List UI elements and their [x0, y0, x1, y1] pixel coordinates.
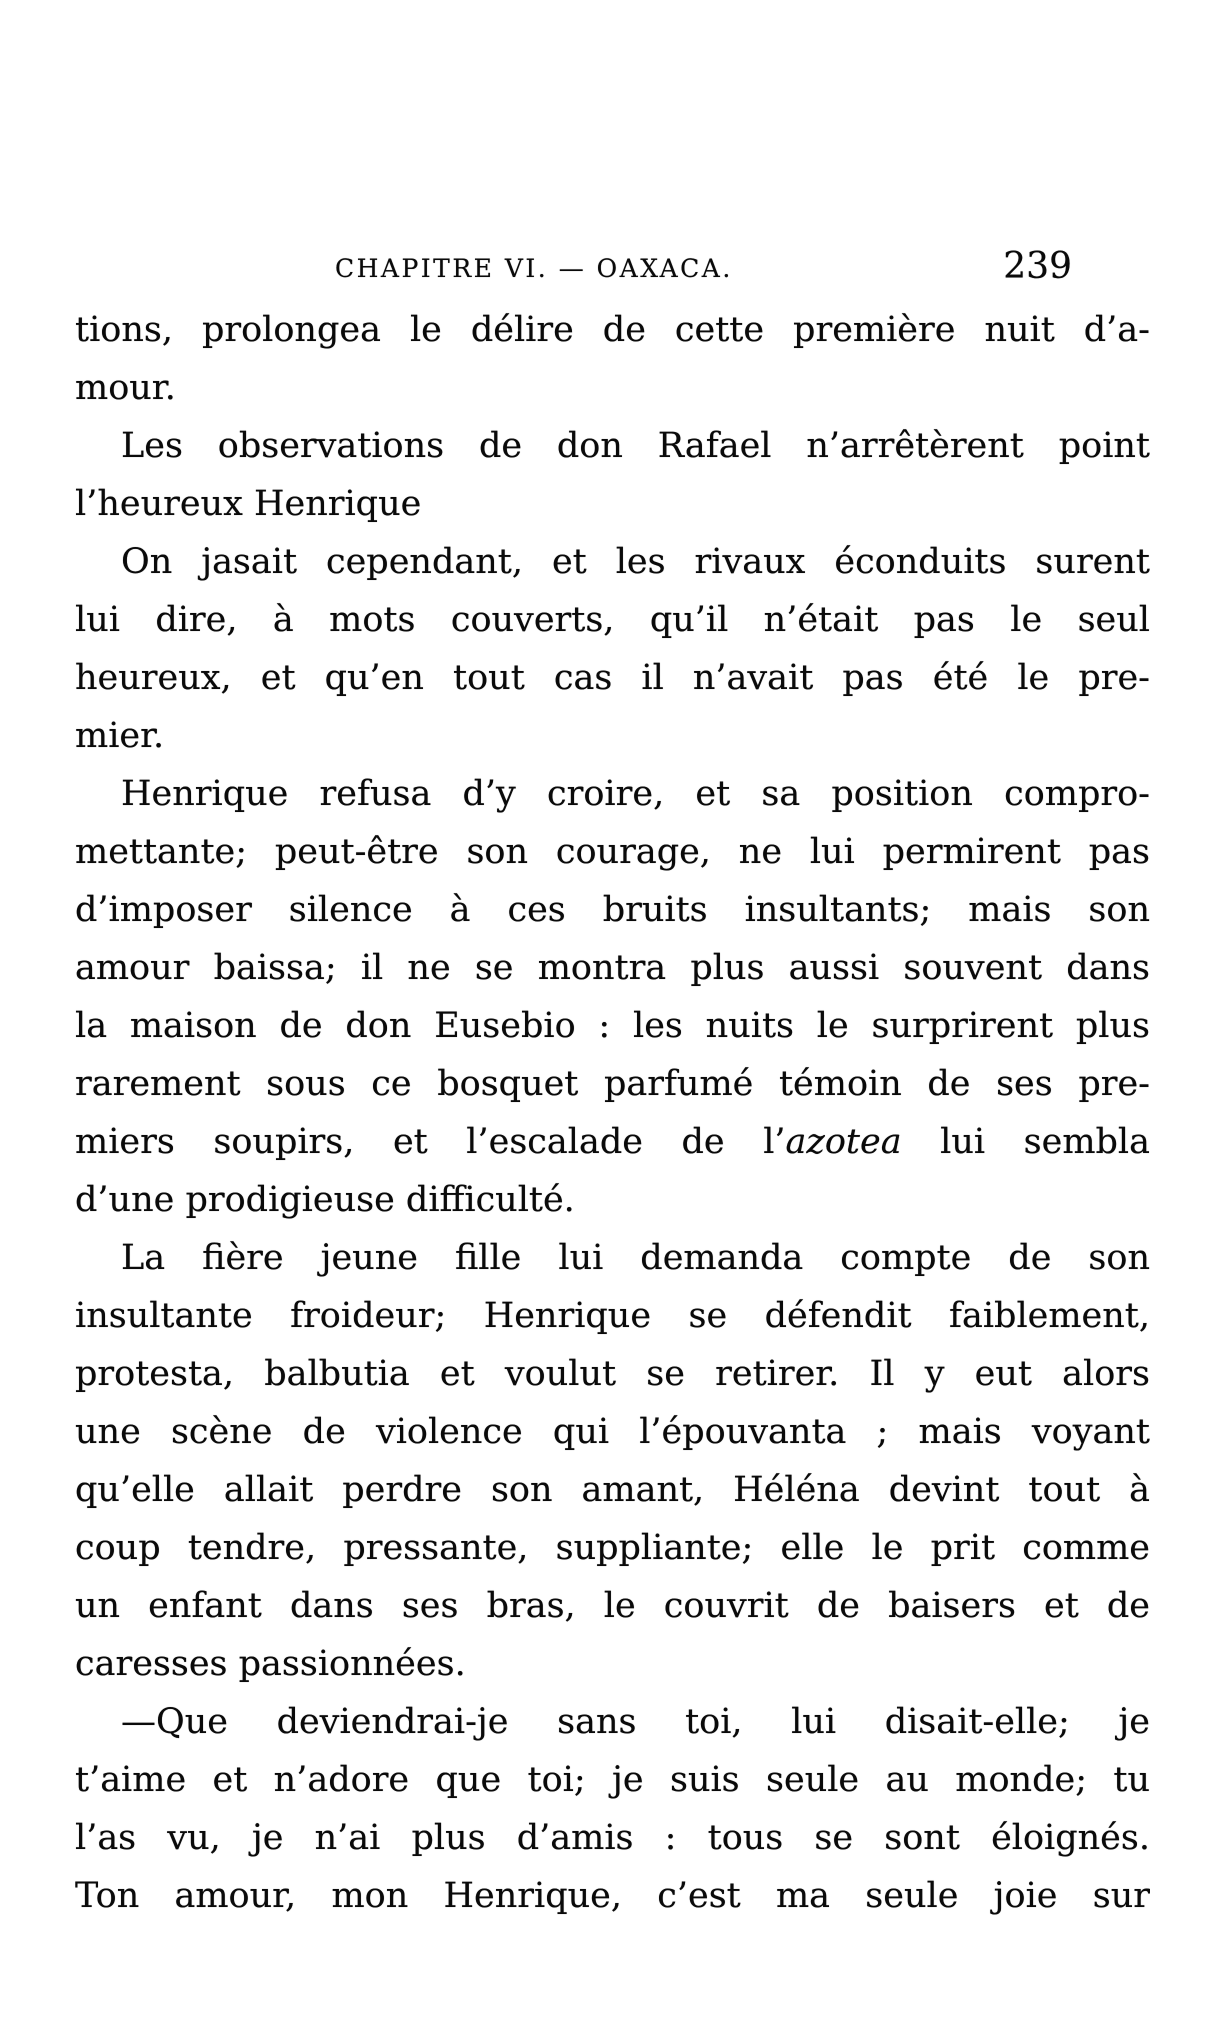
text-segment: un enfant dans ses bras, le couvrit de baisers et de: [75, 1586, 1150, 1626]
text-line: [75, 301, 1150, 359]
page-number: 239: [1003, 246, 1072, 287]
text-segment: lui dire, à mots couverts, qu’il n’était pas le seul: [75, 600, 1150, 640]
text-line: [75, 1403, 1150, 1461]
text-line: [75, 1345, 1150, 1403]
text-line: [75, 533, 1150, 591]
text-line: [75, 881, 1150, 939]
text-segment: mour.: [75, 368, 176, 408]
text-line: [75, 997, 1150, 1055]
text-segment: La fière jeune fille lui demanda compte de son: [121, 1238, 1150, 1278]
text-segment: mier.: [75, 716, 165, 756]
text-segment: On jasait cependant, et les rivaux éconduits surent: [121, 542, 1150, 582]
paragraph: [75, 765, 1150, 1229]
text-line: [75, 1635, 1150, 1693]
paragraph: [75, 417, 1150, 533]
text-segment: l’as vu, je n’ai plus d’amis : tous se sont éloignés.: [75, 1818, 1150, 1858]
text-line: [75, 1113, 1150, 1171]
text-segment: mettante; peut-être son courage, ne lui permirent pas: [75, 832, 1150, 872]
text-line: [75, 649, 1150, 707]
body-text: [75, 301, 1150, 1925]
text-segment: l’heureux Henrique: [75, 484, 422, 524]
text-line: [75, 939, 1150, 997]
text-line: [75, 1055, 1150, 1113]
text-line: [75, 707, 1150, 765]
text-segment: Ton amour, mon Henrique, c’est ma seule joie sur: [75, 1876, 1150, 1916]
text-line: [75, 591, 1150, 649]
text-line: [75, 1287, 1150, 1345]
text-line: [75, 1171, 1150, 1229]
text-segment: lui sembla: [901, 1122, 1150, 1162]
text-segment: caresses passionnées.: [75, 1644, 466, 1684]
text-segment: heureux, et qu’en tout cas il n’avait pas été le pre-: [75, 658, 1150, 698]
text-segment: la maison de don Eusebio : les nuits le surprirent plus: [75, 1006, 1150, 1046]
text-line: [75, 1693, 1150, 1751]
text-line: [75, 823, 1150, 881]
chapter-title: CHAPITRE VI. — OAXACA.: [335, 254, 733, 283]
text-segment: Henrique refusa d’y croire, et sa position compro-: [121, 774, 1150, 814]
text-segment: d’une prodigieuse difficulté.: [75, 1180, 575, 1220]
text-line: [75, 1519, 1150, 1577]
text-line: [75, 1809, 1150, 1867]
paragraph: [75, 301, 1150, 417]
text-line: [75, 1577, 1150, 1635]
text-line: [75, 417, 1150, 475]
paragraph: [75, 1229, 1150, 1693]
text-segment: amour baissa; il ne se montra plus aussi souvent dans: [75, 948, 1150, 988]
text-line: [75, 1229, 1150, 1287]
text-line: [75, 1867, 1150, 1925]
text-segment: d’imposer silence à ces bruits insultants; mais son: [75, 890, 1150, 930]
text-line: [75, 1751, 1150, 1809]
text-line: [75, 359, 1150, 417]
text-segment: tions, prolongea le délire de cette première nuit d’a-: [75, 310, 1150, 350]
running-head: [0, 246, 1229, 292]
text-segment: rarement sous ce bosquet parfumé témoin de ses pre-: [75, 1064, 1150, 1104]
text-segment: Les observations de don Rafael n’arrêtèrent point: [121, 426, 1150, 466]
text-segment: miers soupirs, et l’escalade de l’: [75, 1122, 786, 1162]
text-segment: coup tendre, pressante, suppliante; elle le prit comme: [75, 1528, 1150, 1568]
text-segment: protesta, balbutia et voulut se retirer. Il y eut alors: [75, 1354, 1150, 1394]
paragraph: [75, 533, 1150, 765]
text-segment: insultante froideur; Henrique se défendit faiblement,: [75, 1296, 1150, 1336]
text-segment: une scène de violence qui l’épouvanta ; mais voyant: [75, 1412, 1150, 1452]
paragraph: [75, 1693, 1150, 1925]
text-segment: —Que deviendrai-je sans toi, lui disait-elle; je: [121, 1702, 1150, 1742]
text-line: [75, 475, 1150, 533]
text-line: [75, 765, 1150, 823]
text-segment: t’aime et n’adore que toi; je suis seule au monde; tu: [75, 1760, 1150, 1800]
text-line: [75, 1461, 1150, 1519]
text-segment: qu’elle allait perdre son amant, Héléna devint tout à: [75, 1470, 1150, 1510]
italic-text: azotea: [785, 1122, 902, 1162]
